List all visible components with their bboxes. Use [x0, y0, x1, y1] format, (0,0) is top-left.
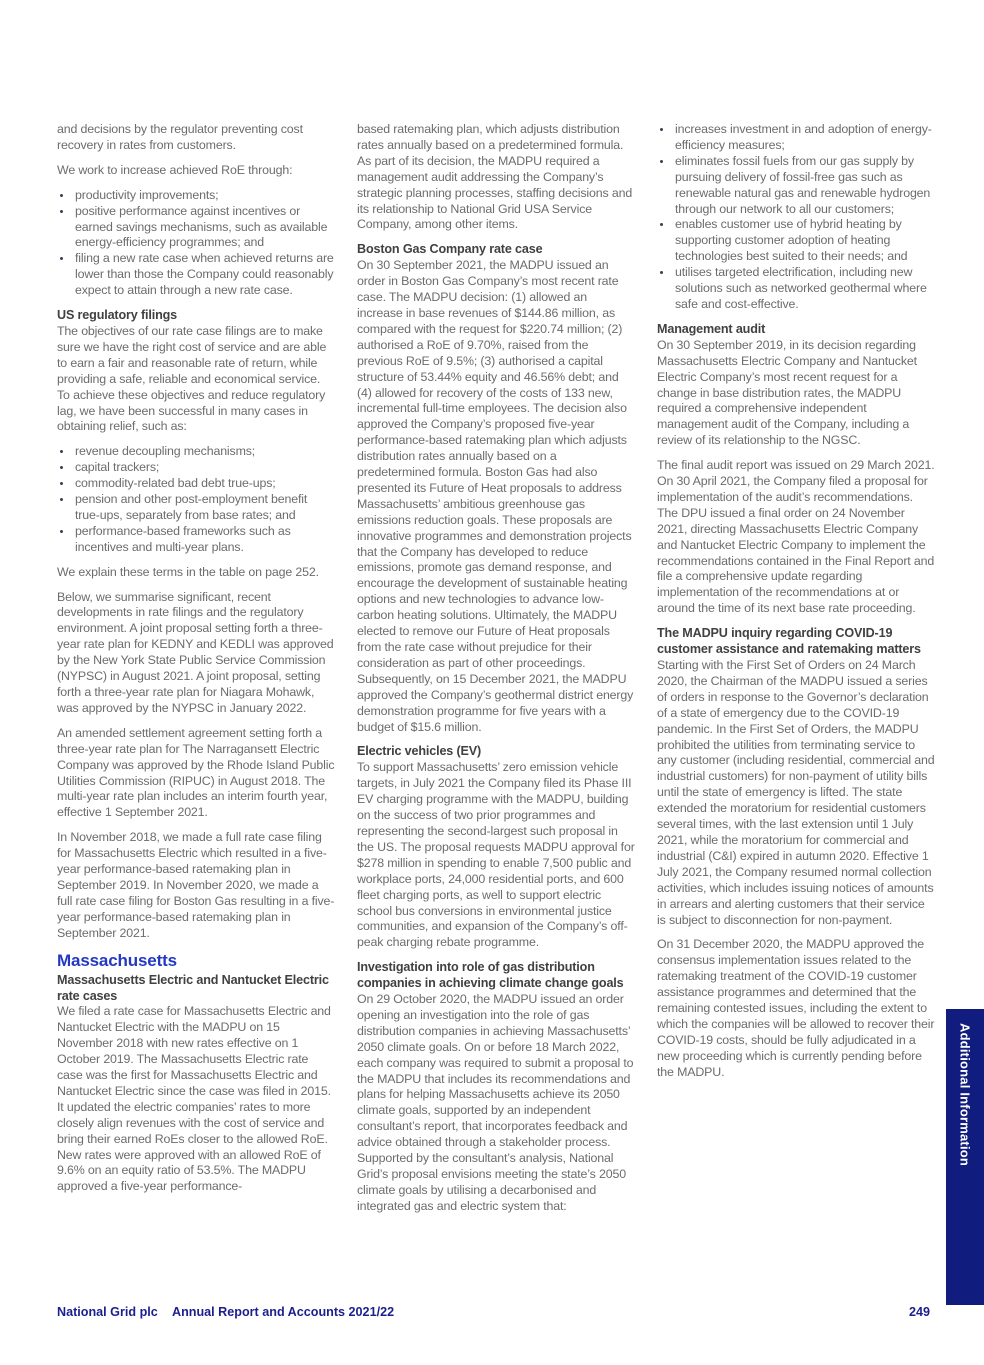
side-tab-label: Additional Information [957, 1023, 973, 1167]
footer-report-title: Annual Report and Accounts 2021/22 [172, 1305, 395, 1319]
paragraph: Below, we summarise significant, recent developments in rate filings and the regulatory environment. A joint proposal setting forth a three-year rate plan for KEDNY and KEDLI was approved by the New York State Public Service Commission (NYPSC) in August 2021. A joint proposal, setting forth a three-year rate plan for Niagara Mohawk, was approved by the NYPSC in January 2022. [57, 589, 334, 715]
column-2 [357, 122, 635, 1224]
heading-madpu-covid-inquiry: The MADPU inquiry regarding COVID-19 customer assistance and ratemaking matters [657, 626, 921, 657]
paragraph: Starting with the First Set of Orders on 24 March 2020, the Chairman of the MADPU issued a series of orders in response to the Governor’s declaration of a state of emergency due to the COVID-19 pandemic. In the First Set of Orders, the MADPU prohibited the utilities from terminating service to any customer (including residential, commercial and industrial customers) for non-payment of utility bills until the state of emergency is lifted. The state extended the moratorium for residential customers several times, with the last extension until 1 July 2021, while the moratorium for commercial and industrial (C&I) expired in autumn 2020. Effective 1 July 2021, the Company resumed normal collection activities, which includes issuing notices of amounts in arrears and alerting customers that their service is subject to disconnection for non-payment. [657, 658, 935, 927]
bullet-item: • revenue decoupling mechanisms; [73, 444, 335, 460]
paragraph: In November 2018, we made a full rate case filing for Massachusetts Electric which resulted in a five-year performance-based ratemaking plan in September 2019. In November 2020, we made a full rate case filing for Boston Gas resulting in a five-year performance-based ratemaking plan in September 2021. [57, 830, 335, 940]
bullet-item: • utilises targeted electrification, including new solutions such as networked geothermal where safe and cost-effective. [673, 265, 935, 313]
bullet-list [57, 188, 335, 299]
bullet-item: • filing a new rate case when achieved returns are lower than those the Company could reasonably expect to attain through a new rate case. [73, 251, 335, 299]
bullet-item: • capital trackers; [73, 460, 335, 476]
paragraph: based ratemaking plan, which adjusts distribution rates annually based on a predetermined formula. As part of its decision, the MADPU required a management audit addressing the Company’s strategic planning processes, staffing decisions and its relationship to National Grid USA Service Company, among other items. [357, 122, 633, 232]
bullet-item: • productivity improvements; [73, 188, 335, 204]
paragraph: We work to increase achieved RoE through: [57, 162, 293, 177]
paragraph: and decisions by the regulator preventing cost recovery in rates from customers. [57, 122, 303, 152]
paragraph: We filed a rate case for Massachusetts Electric and Nantucket Electric with the MADPU on 15 November 2018 with new rates effective on 1 October 2019. The Massachusetts Electric rate case was the first for Massachusetts Electric and Nantucket Electric since the case was filed in 2015. It updated the electric companies’ rates to more closely align revenues with the cost of service and bring their earned RoEs closer to the allowed RoE. New rates were approved with an allowed RoE of 9.6% on an equity ratio of 53.5%. The MADPU approved a five-year performance- [57, 1004, 331, 1194]
paragraph: On 30 September 2021, the MADPU issued an order in Boston Gas Company’s most recent rate case. The MADPU decision: (1) allowed an increase in base revenues of $144.86 million, as compared with the request for $220.74 million; (2) authorised a RoE of 9.70%, raised from the previous RoE of 9.5%; (3) authorised a capital structure of 53.44% equity and 46.56% debt; and (4) allowed for recovery of the costs of 133 new, incremental full-time employees. The decision also approved the Company’s proposed five-year performance-based ratemaking plan which adjusts distribution rates annually based on a predetermined formula. Boston Gas had also presented its Future of Heat proposals to address Massachusetts’ ambitious greenhouse gas emissions reduction goals. These proposals are innovative programmes and demonstration projects that the Company has developed to reduce emissions, promote gas demand response, and encourage the development of sustainable heating options and new technologies to advance low-carbon heating solutions. Ultimately, the MADPU elected to remove our Future of Heat proposals from the rate case without prejudice for their consideration as part of other proceedings. Subsequently, on 15 December 2021, the MADPU approved the Company’s geothermal district energy demonstration programme for five years with a budget of $15.6 million. [357, 258, 634, 734]
paragraph: On 31 December 2020, the MADPU approved the consensus implementation issues related to the ratemaking treatment of the COVID-19 customer assistance programmes and determined that the remaining contested issues, including the extent to which the companies will be allowed to recover their COVID-19 costs, should be fully adjudicated in a new proceeding which is currently pending before the MADPU. [657, 937, 935, 1079]
subheading-rate-cases: Massachusetts Electric and Nantucket Electric rate cases [57, 972, 329, 1003]
paragraph: On 29 October 2020, the MADPU issued an order opening an investigation into the role of gas distribution companies in achieving Massachusetts’ 2050 climate goals. On or before 18 March 2022, each company was required to submit a proposal to the MADPU that includes its recommendations and plans for helping Massachusetts achieve its 2050 climate goals, supported by an independent consultant’s report, that incorporates feedback and advice obtained through a stakeholder process. Supported by the consultant’s analysis, National Grid’s proposal envisions meeting the state’s 2050 climate goals by utilising a decarbonised and integrated gas and electric system that: [357, 992, 634, 1213]
heading-electric-vehicles: Electric vehicles (EV) [357, 744, 482, 759]
bullet-item: • increases investment in and adoption of energy-efficiency measures; [673, 122, 935, 154]
paragraph: We explain these terms in the table on page 252. [57, 564, 319, 579]
paragraph: The objectives of our rate case filings are to make sure we have the right cost of service and are able to earn a fair and reasonable rate of return, while providing a safe, reliable and economical service. To achieve these objectives and reduce regulatory lag, we have been successful in many cases in obtaining relief, such as: [57, 323, 327, 434]
paragraph: An amended settlement agreement setting forth a three-year rate plan for The Narragansett Electric Company was approved by the Rhode Island Public Utilities Commission (RIPUC) in August 2018. The multi-year rate plan includes an interim fourth year, effective 1 September 2021. [57, 725, 335, 820]
heading-management-audit: Management audit [657, 321, 766, 336]
footer [57, 1305, 935, 1323]
bullet-item: • positive performance against incentives or earned savings mechanisms, such as available energy-efficiency programmes; and [73, 204, 335, 252]
paragraph: To support Massachusetts’ zero emission vehicle targets, in July 2021 the Company filed its Phase III EV charging programme with the MADPU, building on the success of two prior programmes and representing the second-largest such proposal in the US. The proposal requests MADPU approval for $278 million in spending to enable 7,500 public and workplace ports, 24,000 residential ports, and 600 fleet charging ports, as well to support electric school bus conversions in environmental justice communities, and expansion of the Company’s off-peak charging rebate programme. [357, 760, 635, 950]
paragraph: On 30 September 2019, in its decision regarding Massachusetts Electric Company and Nantucket Electric Company’s most recent request for a change in base distribution rates, the MADPU required a comprehensive independent management audit of the Company, including a review of its relationship to the NGSC. [657, 337, 917, 448]
bullet-item: • performance-based frameworks such as incentives and multi-year plans. [73, 524, 335, 556]
bullet-item: • commodity-related bad debt true-ups; [73, 476, 335, 492]
heading-boston-gas-rate-case: Boston Gas Company rate case [357, 242, 543, 257]
bullet-item: • eliminates fossil fuels from our gas supply by pursuing delivery of fossil-free gas such as renewable natural gas and renewable hydrogen through our network to all our customers; [673, 154, 935, 218]
footer-company: National Grid plc [57, 1305, 158, 1319]
side-tab-additional-information [946, 1009, 984, 1305]
section-heading-massachusetts: Massachusetts [57, 950, 177, 970]
bullet-list [657, 122, 935, 313]
bullet-item: • pension and other post-employment benefit true-ups, separately from base rates; and [73, 492, 335, 524]
bullet-item: • enables customer use of hybrid heating by supporting customer adoption of heating technologies best suited to their needs; and [673, 217, 935, 265]
column-1 [57, 122, 335, 1204]
bullet-list [57, 444, 335, 555]
page-number: 249 [908, 1305, 930, 1319]
heading-gas-distribution-investigation: Investigation into role of gas distribution companies in achieving climate change goals [357, 960, 624, 991]
column-3 [657, 122, 935, 1090]
heading-us-regulatory-filings: US regulatory filings [57, 308, 178, 323]
paragraph: The final audit report was issued on 29 March 2021. On 30 April 2021, the Company filed a proposal for implementation of the audit’s recommendations. The DPU issued a final order on 24 November 2021, directing Massachusetts Electric Company and Nantucket Electric Company to implement the recommendations contained in the Final Report and file a comprehensive update regarding implementation of the recommendations at or around the time of its next base rate proceeding. [657, 458, 935, 616]
page-content [57, 122, 935, 1224]
